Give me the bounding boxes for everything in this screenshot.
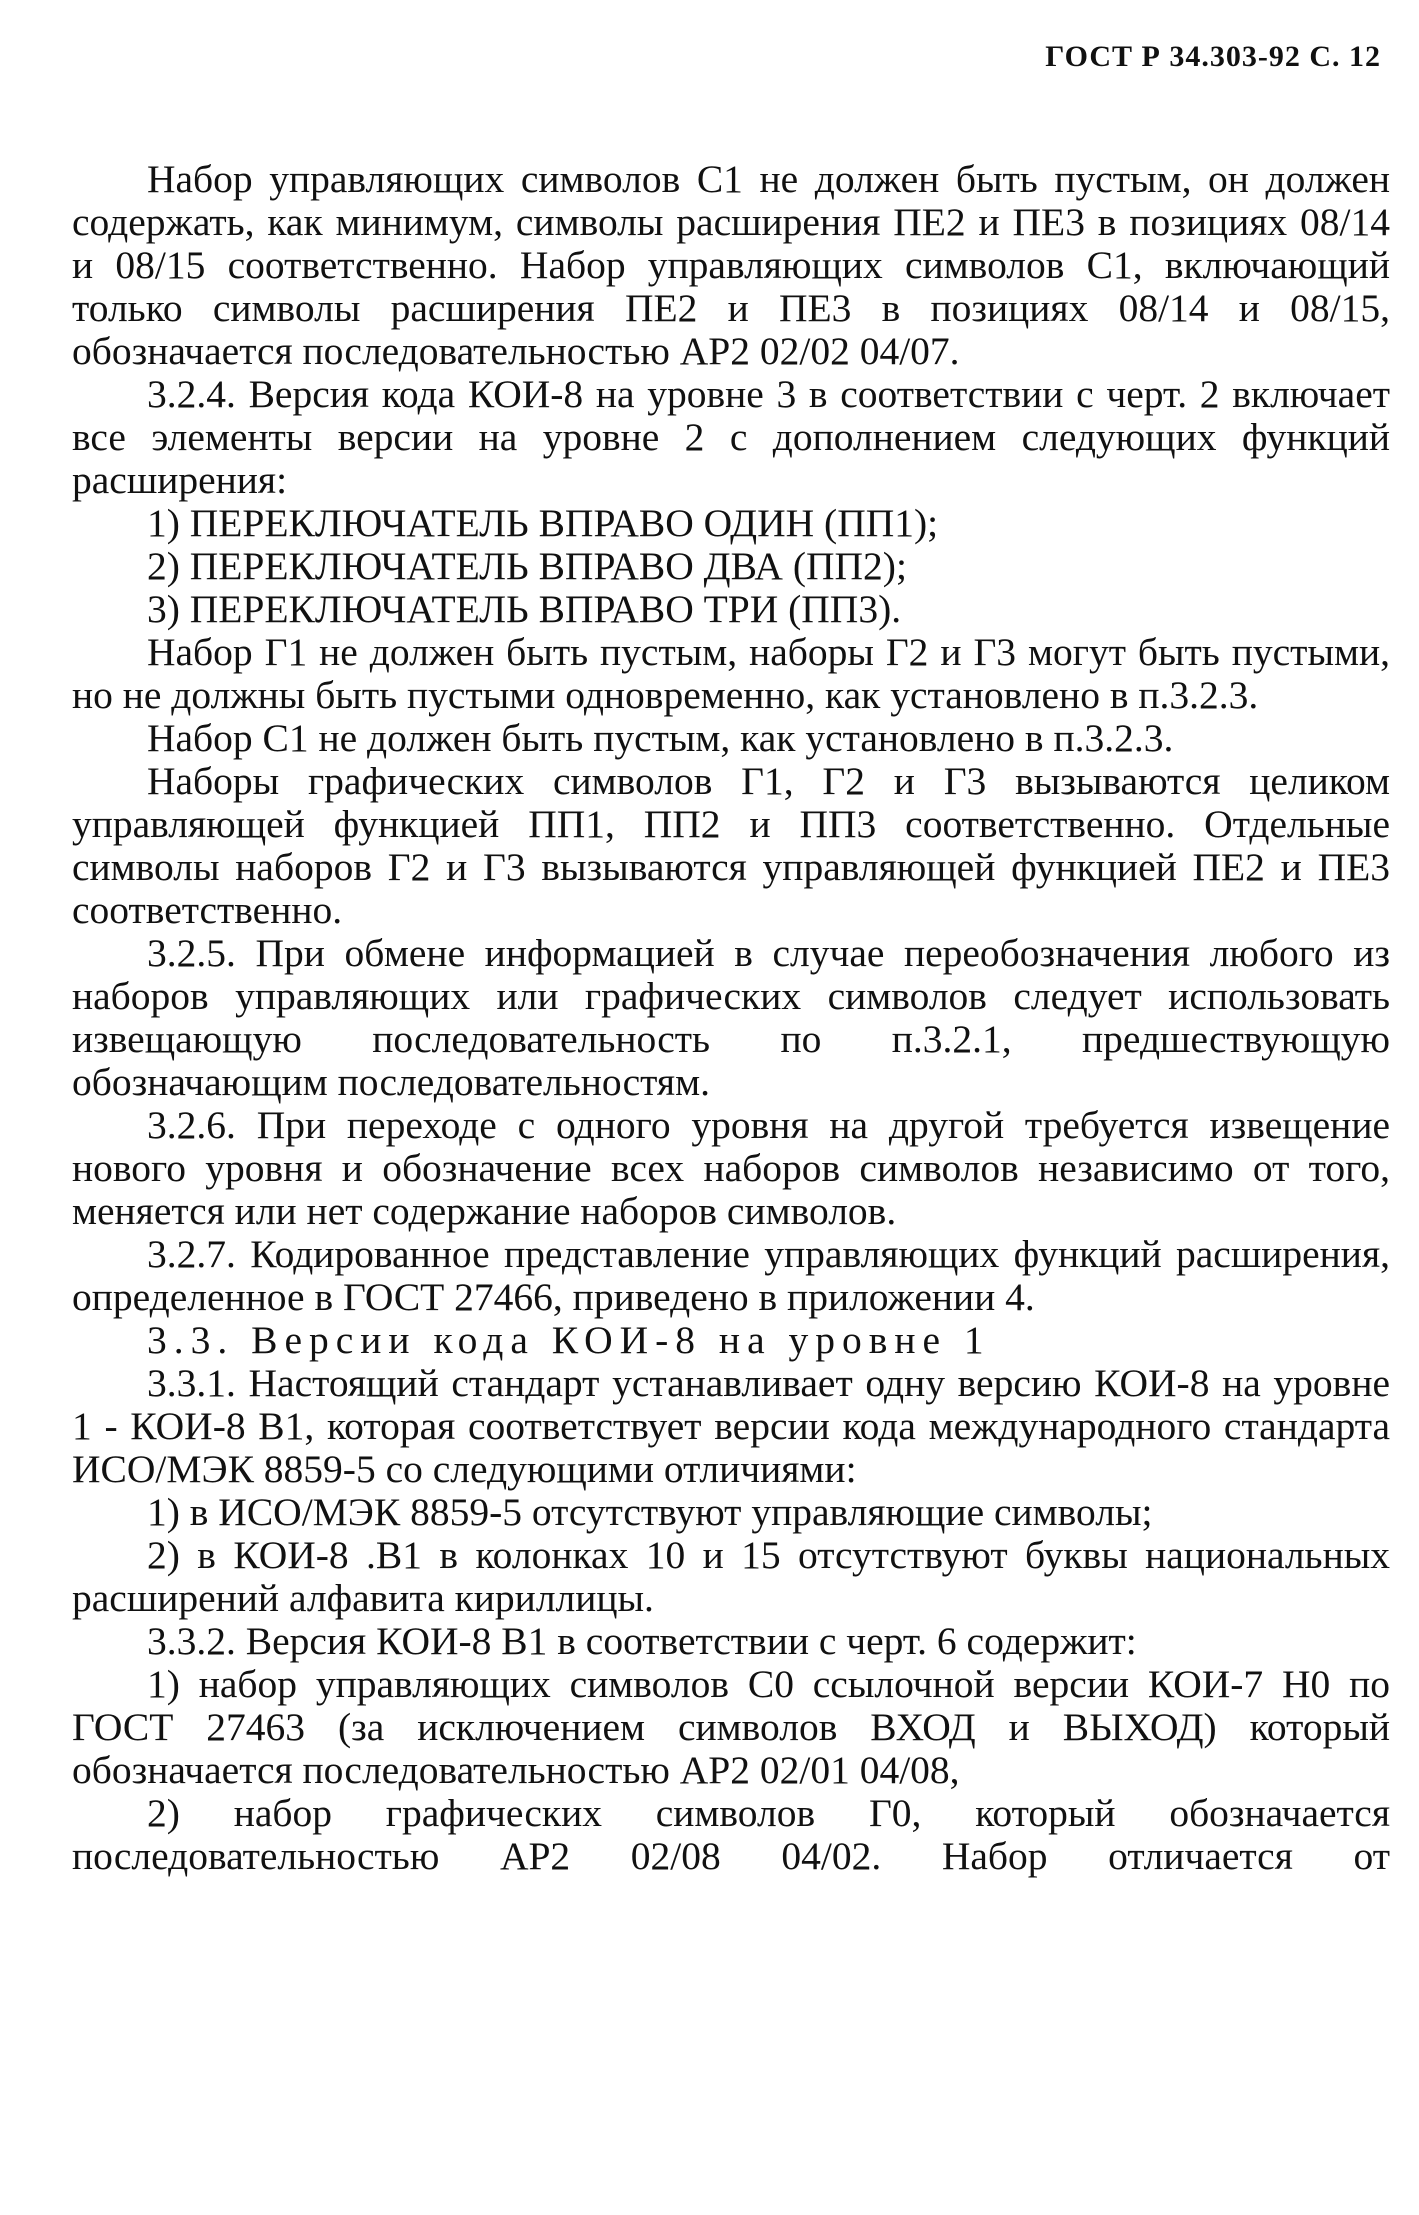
paragraph: 3.2.4. Версия кода КОИ-8 на уровне 3 в соответствии с черт. 2 включает все элементы версии на уровне 2 с дополнением следующих функций расширения:	[72, 372, 1390, 502]
list-item: 1) в ИСО/МЭК 8859-5 отсутствуют управляющие символы;	[147, 1490, 1153, 1534]
paragraph: 3.3.2. Версия КОИ-8 В1 в соответствии с черт. 6 содержит:	[147, 1619, 1137, 1663]
paragraph: Набор Г1 не должен быть пустым, наборы Г2 и Г3 могут быть пустыми, но не должны быть пустыми одновременно, как установлено в п.3.2.3.	[72, 630, 1390, 717]
list-item: 2) набор графических символов Г0, который обозначается последовательностью АР2 02/08 04/02. Набор отличается от	[72, 1791, 1390, 1878]
list-item: 2) ПЕРЕКЛЮЧАТЕЛЬ ВПРАВО ДВА (ПП2);	[147, 544, 907, 588]
list-item: 1) набор управляющих символов С0 ссылочной версии КОИ-7 Н0 по ГОСТ 27463 (за исключением символов ВХОД и ВЫХОД) который обозначается последовательностью АР2 02/01 04/08,	[72, 1662, 1390, 1792]
paragraph: 3.2.5. При обмене информацией в случае переобозначения любого из наборов управляющих или графических символов следует использовать извещающую последовательность по п.3.2.1, предшествующую обозначающим последовательностям.	[72, 931, 1390, 1104]
document-body	[72, 158, 1390, 1878]
paragraph: 3.2.7. Кодированное представление управляющих функций расширения, определенное в ГОСТ 27466, приведено в приложении 4.	[72, 1232, 1390, 1319]
list-item: 2) в КОИ-8 .В1 в колонках 10 и 15 отсутствуют буквы национальных расширений алфавита кириллицы.	[72, 1533, 1390, 1620]
paragraph: 3.2.6. При переходе с одного уровня на другой требуется извещение нового уровня и обозначение всех наборов символов независимо от того, меняется или нет содержание наборов символов.	[72, 1103, 1390, 1233]
paragraph: Набор управляющих символов С1 не должен быть пустым, он должен содержать, как минимум, символы расширения ПЕ2 и ПЕ3 в позициях 08/14 и 08/15 соответственно. Набор управляющих символов С1, включающий только символы расширения ПЕ2 и ПЕ3 в позициях 08/14 и 08/15, обозначается последовательностью АР2 02/02 04/07.	[72, 157, 1390, 373]
paragraph: Наборы графических символов Г1, Г2 и Г3 вызываются целиком управляющей функцией ПП1, ПП2 и ПП3 соответственно. Отдельные символы наборов Г2 и Г3 вызываются управляющей функцией ПЕ2 и ПЕ3 соответственно.	[72, 759, 1390, 932]
list-item: 3) ПЕРЕКЛЮЧАТЕЛЬ ВПРАВО ТРИ (ПП3).	[147, 587, 902, 631]
paragraph: Набор С1 не должен быть пустым, как установлено в п.3.2.3.	[147, 716, 1174, 760]
paragraph: 3.3.1. Настоящий стандарт устанавливает одну версию КОИ-8 на уровне 1 - КОИ-8 В1, которая соответствует версии кода международного стандарта ИСО/МЭК 8859-5 со следующими отличиями:	[72, 1361, 1390, 1491]
list-item: 1) ПЕРЕКЛЮЧАТЕЛЬ ВПРАВО ОДИН (ПП1);	[147, 501, 939, 545]
page-header: ГОСТ Р 34.303-92 С. 12	[1045, 40, 1381, 73]
section-heading: 3.3. Версии кода КОИ-8 на уровне 1	[147, 1318, 991, 1362]
